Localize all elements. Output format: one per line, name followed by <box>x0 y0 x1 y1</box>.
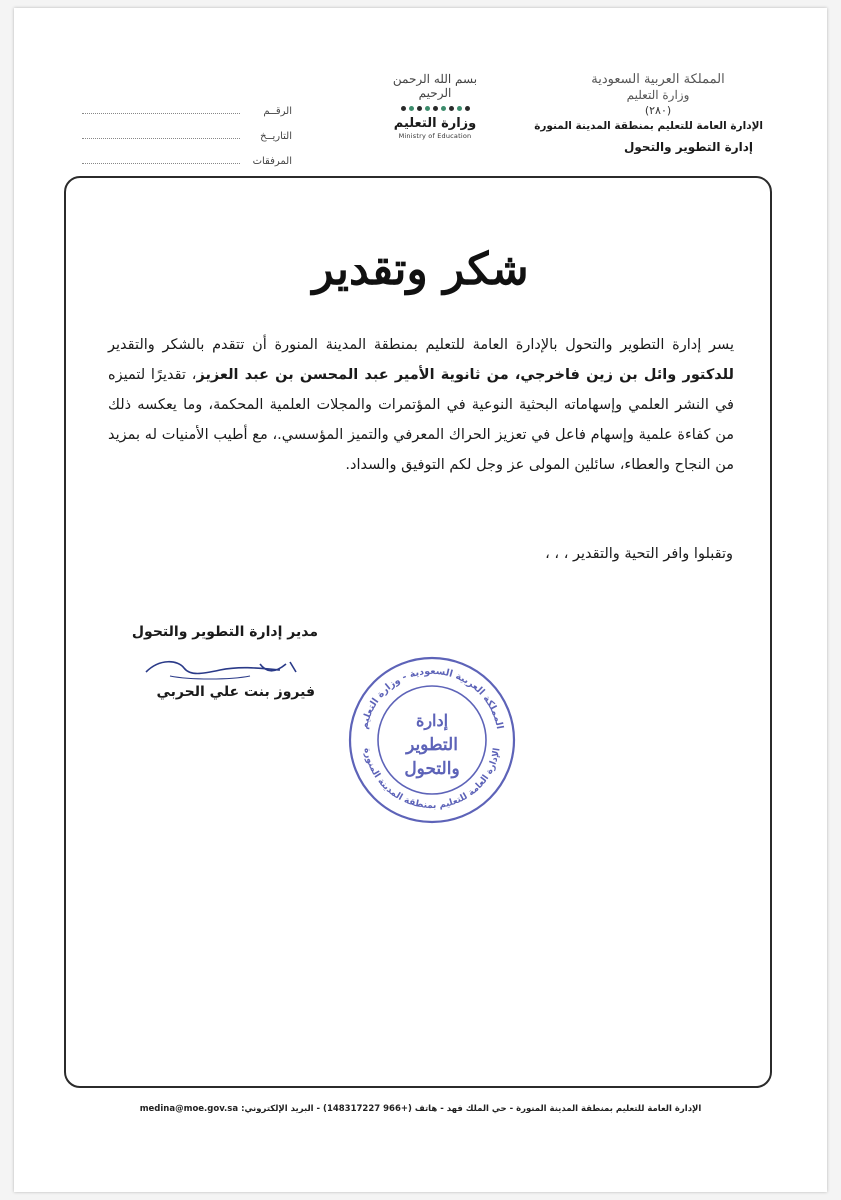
field-label: الرقــم <box>263 106 292 117</box>
field-label: المرفقات <box>252 156 292 167</box>
kingdom-calligraphy: المملكة العربية السعودية <box>591 72 725 87</box>
letter-body <box>108 330 734 480</box>
reference-number-field <box>82 92 292 117</box>
signatory-name: فيروز بنت علي الحربي <box>156 684 315 700</box>
stamp-line-3: والتحول <box>404 759 460 779</box>
closing-line: وتقبلوا وافر التحية والتقدير ، ، ، <box>545 546 733 562</box>
ministry-name-en: Ministry of Education <box>398 132 472 140</box>
basmala: بسم الله الرحمن الرحيم <box>392 72 478 100</box>
ministry-name-ar: وزارة التعليم <box>393 116 477 131</box>
date-field <box>82 117 292 142</box>
dotted-line <box>82 157 240 164</box>
logo-dots-icon <box>380 106 490 111</box>
ministry-calligraphy: وزارة التعليم <box>626 88 690 102</box>
stamp-ring-bottom: الإدارة العامة للتعليم بمنطقة المدينة المنورة <box>361 747 503 812</box>
footer-email: medina@moe.gov.sa <box>139 1104 239 1114</box>
body-intro: يسر إدارة التطوير والتحول بالإدارة العامة للتعليم بمنطقة المدينة المنورة أن تتقدم بالشكر والتقدير <box>108 337 734 353</box>
form-code: (٢٨٠) <box>644 104 672 117</box>
dotted-line <box>82 107 240 114</box>
ministry-logo <box>380 72 490 140</box>
header-issuer-block <box>533 72 763 154</box>
general-administration: الإدارة العامة للتعليم بمنطقة المدينة المنورة <box>534 120 763 132</box>
field-label: التاريــخ <box>260 131 292 142</box>
body-main: ، تقديرًا لتميزه في النشر العلمي وإسهاماته البحثية النوعية في المؤتمرات والمجلات العلمية المحكمة، وما يعكسه ذلك من كفاءة علمية وإسهام فاعل في تعزيز الحراك المعرفي والتميز المؤسسي.، مع أطيب الأمنيات له بمزيد من النجاح والعطاء، سائلين المولى عز وجل لكم التوفيق والسداد. <box>108 367 734 473</box>
department-name: إدارة التطوير والتحول <box>624 140 753 154</box>
attachments-field <box>82 142 292 167</box>
signatory-title: مدير إدارة التطوير والتحول <box>131 624 318 640</box>
handwritten-signature-icon <box>140 650 300 686</box>
reference-fields <box>82 92 292 167</box>
footer-address: الإدارة العامة للتعليم بمنطقة المدينة المنورة - حي الملك فهد - هاتف (+966 148317227) - البريد الإلكتروني: <box>241 1104 702 1114</box>
stamp-line-2: التطوير <box>406 735 458 755</box>
letter-title: شكر وتقدير <box>312 244 529 295</box>
recipient-name: للدكتور وائل بن زين فاخرجي، من ثانوية الأمير عبد المحسن بن عبد العزيز <box>196 367 735 383</box>
dotted-line <box>82 132 240 139</box>
official-stamp <box>344 652 520 828</box>
letter-footer <box>0 1104 841 1114</box>
stamp-ring-top: المملكة العربية السعودية - وزارة التعليم <box>358 665 506 731</box>
stamp-line-1: إدارة <box>415 711 449 730</box>
svg-text:الإدارة العامة للتعليم بمنطقة <box>361 747 502 811</box>
